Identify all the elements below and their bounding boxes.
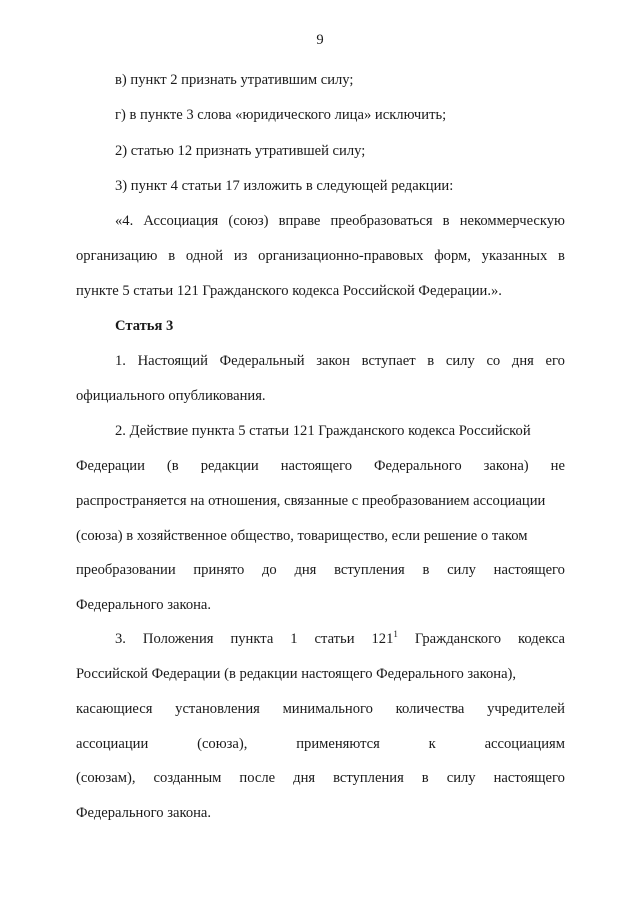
word: преобразовании — [76, 562, 176, 578]
p3-line-6: Федерального закона. — [76, 805, 212, 821]
p3-line-4 — [76, 735, 565, 753]
word: силу — [447, 562, 476, 578]
word: учредителей — [487, 701, 565, 717]
word: минимального — [282, 701, 373, 717]
word: количества — [395, 701, 465, 717]
word: дня — [293, 770, 316, 786]
word: Настоящий — [137, 353, 208, 369]
word: вступает — [361, 353, 416, 369]
word: к — [428, 736, 436, 752]
word: статьи — [314, 631, 355, 647]
word: установления — [175, 701, 260, 717]
word: Федеральный — [219, 353, 305, 369]
word: 121 — [371, 631, 394, 647]
word: настоящего — [493, 770, 565, 786]
word: из — [233, 248, 248, 264]
word: «4. — [115, 213, 134, 229]
word: вступления — [333, 770, 404, 786]
word: со — [486, 353, 501, 369]
word: преобразоваться — [330, 213, 433, 229]
p2-line-1: 2. Действие пункта 5 статьи 121 Гражданского кодекса Российской — [115, 423, 531, 439]
word: редакции — [200, 458, 259, 474]
word: настоящего — [493, 562, 565, 578]
word: Федерации — [76, 458, 145, 474]
word: Федерального — [374, 458, 462, 474]
p1-line-1 — [115, 352, 565, 370]
p2-line-2 — [76, 457, 565, 475]
word: в — [422, 562, 430, 578]
word: в — [427, 353, 435, 369]
item-v: в) пункт 2 признать утратившим силу; — [115, 72, 354, 88]
word: его — [545, 353, 565, 369]
word: некоммерческую — [459, 213, 565, 229]
word: ассоциациям — [484, 736, 565, 752]
word: силу — [446, 770, 476, 786]
word: силу — [445, 353, 475, 369]
word: (союзам), — [76, 770, 136, 786]
word: кодекса — [517, 631, 565, 647]
word: в — [442, 213, 450, 229]
item-3: 3) пункт 4 статьи 17 изложить в следующей редакции: — [115, 178, 454, 194]
word: в — [421, 770, 429, 786]
word: дня — [511, 353, 534, 369]
word: организационно-правовых — [258, 248, 424, 264]
word: вступления — [334, 562, 405, 578]
p2-line-5 — [76, 561, 565, 579]
word: Ассоциация — [143, 213, 219, 229]
word: в — [558, 248, 565, 264]
item-g: г) в пункте 3 слова «юридического лица» исключить; — [115, 107, 447, 123]
quote-line-2 — [76, 247, 565, 265]
word: 3. — [115, 631, 126, 647]
p2-line-6: Федерального закона. — [76, 597, 212, 613]
item-2: 2) статью 12 признать утратившей силу; — [115, 143, 366, 159]
quote-line-1 — [115, 212, 565, 230]
word: организацию — [76, 248, 158, 264]
word: созданным — [153, 770, 222, 786]
word: касающиеся — [76, 701, 153, 717]
p3-line-3 — [76, 700, 565, 718]
word: указанных — [481, 248, 548, 264]
word: до — [262, 562, 277, 578]
word: в — [168, 248, 176, 264]
word: ассоциации — [76, 736, 149, 752]
word: принято — [193, 562, 245, 578]
word: настоящего — [280, 458, 353, 474]
p3-line-5 — [76, 769, 565, 787]
word: не — [550, 458, 565, 474]
article-number — [372, 630, 398, 648]
p3-line-2: Российской Федерации (в редакции настоящего Федерального закона), — [76, 666, 517, 682]
word: (союза), — [197, 736, 248, 752]
word: пункта — [230, 631, 274, 647]
p3-line-1 — [115, 630, 565, 648]
word: 1. — [115, 353, 126, 369]
page-number: 9 — [316, 32, 324, 48]
word: применяются — [296, 736, 380, 752]
word: закона) — [483, 458, 529, 474]
word: дня — [294, 562, 317, 578]
p1-line-2: официального опубликования. — [76, 388, 266, 404]
word: (в — [166, 458, 179, 474]
word: (союз) — [228, 213, 269, 229]
word: 1 — [290, 631, 298, 647]
word: закон — [316, 353, 350, 369]
word: форм, — [434, 248, 471, 264]
word: Гражданского — [414, 631, 501, 647]
article-heading: Статья 3 — [115, 318, 174, 334]
p2-line-4: (союза) в хозяйственное общество, товарищество, если решение о таком — [76, 528, 528, 544]
word: вправе — [278, 213, 321, 229]
word: одной — [185, 248, 224, 264]
superscript: 1 — [393, 629, 398, 639]
word: Положения — [142, 631, 214, 647]
p2-line-3: распространяется на отношения, связанные с преобразованием ассоциации — [76, 493, 546, 509]
word: после — [239, 770, 276, 786]
quote-line-3: пункте 5 статьи 121 Гражданского кодекса Российской Федерации.». — [76, 283, 502, 299]
